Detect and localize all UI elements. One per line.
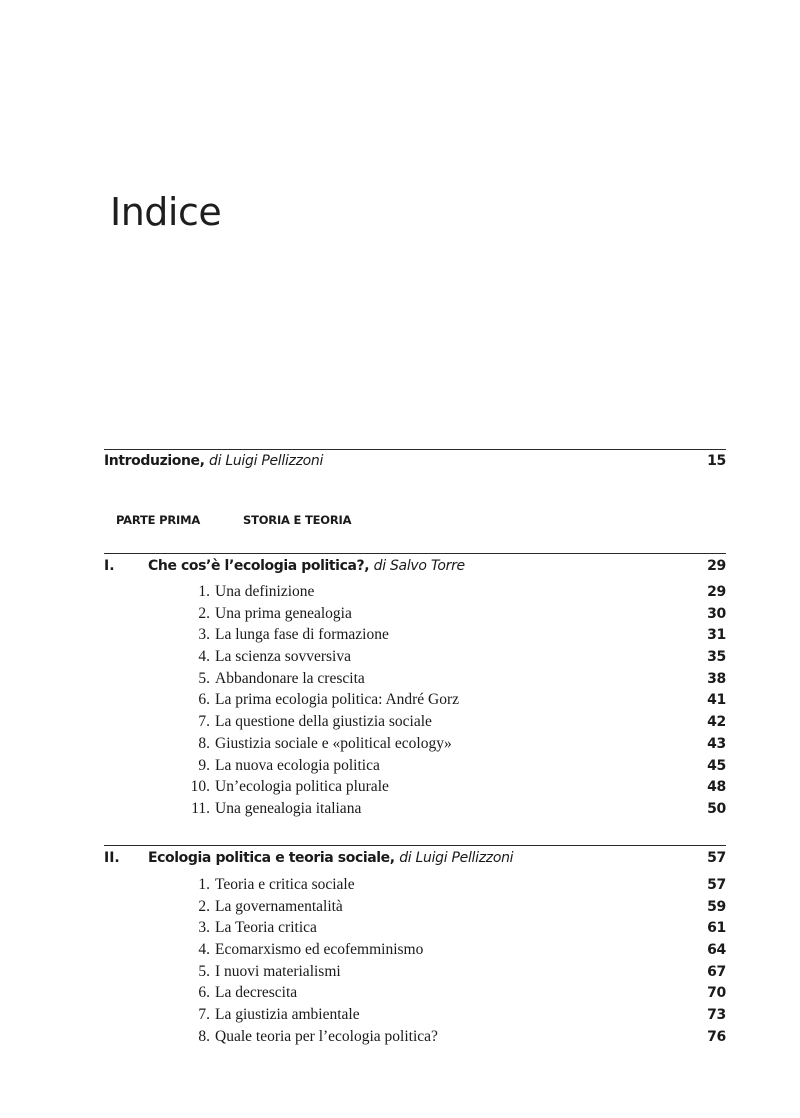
entry-author: di Luigi Pellizzoni [209, 453, 324, 469]
section-title: Abbandonare la crescita [215, 669, 365, 687]
section-page-number: 59 [707, 898, 726, 915]
toc-section-item[interactable] [104, 941, 726, 963]
section-page-number: 41 [707, 692, 726, 709]
section-number: 7. [198, 1006, 210, 1024]
section-number: 3. [198, 626, 210, 644]
section-page-number: 70 [707, 985, 726, 1002]
chapter-author: di Luigi Pellizzoni [399, 850, 514, 866]
section-page-number: 31 [707, 627, 726, 644]
section-title: La scienza sovversiva [215, 648, 351, 666]
section-page-number: 61 [707, 920, 726, 937]
section-number: 5. [198, 962, 210, 980]
chapter-2-sections [104, 876, 726, 1050]
toc-chapter-1[interactable] [104, 558, 726, 578]
toc-section-item[interactable] [104, 583, 726, 605]
section-number: 8. [198, 1027, 210, 1045]
section-number: 4. [198, 941, 210, 959]
toc-section-item[interactable] [104, 984, 726, 1006]
section-title: Giustizia sociale e «political ecology» [215, 734, 452, 752]
section-title: La governamentalità [215, 897, 343, 915]
toc-section-item[interactable] [104, 1006, 726, 1028]
section-number: 8. [198, 734, 210, 752]
chapter-page-number: 29 [707, 558, 726, 574]
toc-section-item[interactable] [104, 757, 726, 779]
section-title: Una genealogia italiana [215, 799, 362, 817]
entry-page-number: 15 [707, 453, 726, 469]
section-number: 9. [198, 756, 210, 774]
toc-section-item[interactable] [104, 1028, 726, 1050]
section-page-number: 67 [707, 963, 726, 980]
toc-chapter-2[interactable] [104, 850, 726, 870]
toc-section-item[interactable] [104, 778, 726, 800]
section-title: La nuova ecologia politica [215, 756, 380, 774]
section-page-number: 42 [707, 714, 726, 731]
section-number: 6. [198, 984, 210, 1002]
toc-section-item[interactable] [104, 735, 726, 757]
toc-section-item[interactable] [104, 919, 726, 941]
section-number: 1. [198, 583, 210, 600]
section-title: La giustizia ambientale [215, 1006, 360, 1024]
part-title: STORIA E TEORIA [243, 513, 352, 527]
toc-section-item[interactable] [104, 648, 726, 670]
section-number: 4. [198, 648, 210, 666]
section-title: Un’ecologia politica plurale [215, 778, 389, 796]
chapter-title-text: Che cos’è l’ecologia politica?, [148, 558, 370, 574]
section-page-number: 38 [707, 670, 726, 687]
section-page-number: 30 [707, 605, 726, 622]
toc-section-item[interactable] [104, 670, 726, 692]
toc-section-item[interactable] [104, 898, 726, 920]
section-page-number: 64 [707, 942, 726, 959]
toc-section-item[interactable] [104, 800, 726, 822]
chapter-number: I. [104, 558, 115, 574]
toc-section-item[interactable] [104, 713, 726, 735]
section-number: 5. [198, 669, 210, 687]
section-title: Ecomarxismo ed ecofemminismo [215, 941, 424, 959]
section-page-number: 48 [707, 779, 726, 796]
section-page-number: 73 [707, 1007, 726, 1024]
section-number: 1. [198, 876, 210, 893]
section-number: 2. [198, 604, 210, 622]
section-page-number: 29 [707, 584, 726, 600]
divider-rule [104, 553, 726, 554]
divider-rule [104, 845, 726, 846]
section-number: 7. [198, 713, 210, 731]
section-title: Una definizione [215, 583, 315, 600]
section-title: La decrescita [215, 984, 298, 1002]
section-title: Quale teoria per l’ecologia politica? [215, 1027, 438, 1045]
entry-title [104, 453, 323, 469]
section-number: 3. [198, 919, 210, 937]
section-title: La lunga fase di formazione [215, 626, 389, 644]
chapter-title [148, 850, 513, 866]
chapter-author: di Salvo Torre [373, 558, 465, 574]
toc-section-item[interactable] [104, 605, 726, 627]
section-page-number: 35 [707, 649, 726, 666]
divider-rule [104, 449, 726, 450]
toc-section-item[interactable] [104, 963, 726, 985]
part-label: PARTE PRIMA [116, 513, 201, 527]
section-number: 2. [198, 897, 210, 915]
section-page-number: 45 [707, 757, 726, 774]
toc-entry-introduzione[interactable] [104, 453, 726, 473]
page-title: Indice [110, 190, 222, 234]
toc-section-item[interactable] [104, 691, 726, 713]
chapter-page-number: 57 [707, 850, 726, 866]
entry-title-text: Introduzione, [104, 453, 205, 469]
chapter-1-sections [104, 583, 726, 822]
section-title: La questione della giustizia sociale [215, 713, 432, 731]
section-page-number: 50 [707, 800, 726, 817]
section-title: La prima ecologia politica: André Gorz [215, 691, 460, 709]
section-title: I nuovi materialismi [215, 962, 341, 980]
section-title: Una prima genealogia [215, 604, 352, 622]
toc-section-item[interactable] [104, 876, 726, 898]
section-page-number: 43 [707, 735, 726, 752]
chapter-number: II. [104, 850, 120, 866]
chapter-title-text: Ecologia politica e teoria sociale, [148, 850, 395, 866]
section-number: 10. [190, 778, 210, 796]
section-title: La Teoria critica [215, 919, 317, 937]
section-page-number: 57 [707, 877, 726, 893]
section-title: Teoria e critica sociale [215, 876, 355, 893]
section-number: 11. [191, 799, 210, 817]
toc-section-item[interactable] [104, 626, 726, 648]
section-page-number: 76 [707, 1028, 726, 1045]
section-number: 6. [198, 691, 210, 709]
chapter-title [148, 558, 465, 574]
